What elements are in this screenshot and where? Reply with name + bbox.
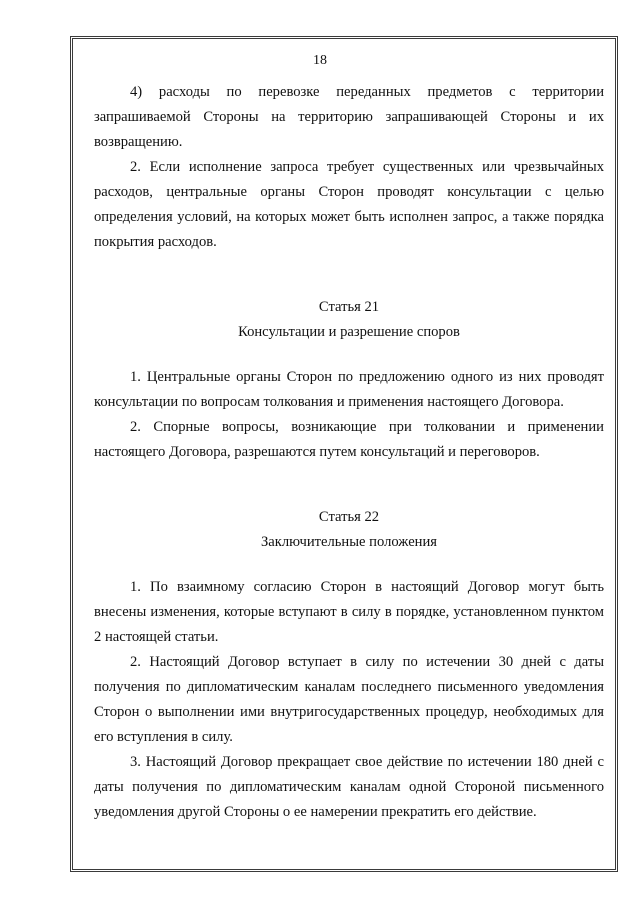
article-21-number: Статья 21 [318,299,380,315]
article-22-clause-1: 1. По взаимному согласию Сторон в настоящий Договор могут быть внесены изменения, которые вступают в силу в порядке, установленном пунктом 2 настоящей статьи. [94,579,604,645]
document-body [94,80,604,825]
article-22-title: Заключительные положения [260,534,438,550]
article-22-number: Статья 22 [318,509,380,525]
article-21-clause-2: 2. Спорные вопросы, возникающие при толковании и применении настоящего Договора, разрешаются путем консультаций и переговоров. [94,419,604,460]
article-21-clause-1: 1. Центральные органы Сторон по предложению одного из них проводят консультации по вопросам толкования и применения настоящего Договора. [94,369,604,410]
article-22-clause-2: 2. Настоящий Договор вступает в силу по истечении 30 дней с даты получения по дипломатическим каналам последнего письменного уведомления Сторон о выполнении ими внутригосударственных процедур, необходимых для его вступления в силу. [94,654,604,745]
paragraph-expenses-clause-2: 2. Если исполнение запроса требует существенных или чрезвычайных расходов, центральные органы Сторон проводят консультации с целью определения условий, на которых может быть исполнен запрос, а также порядка покрытия расходов. [94,159,604,250]
article-21-title: Консультации и разрешение споров [238,324,460,340]
paragraph-expenses-item-4: 4) расходы по перевозке переданных предметов с территории запрашиваемой Стороны на территорию запрашивающей Стороны и их возвращению. [94,84,604,150]
page-number: 18 [313,53,327,68]
article-22-clause-3: 3. Настоящий Договор прекращает свое действие по истечении 180 дней с даты получения по дипломатическим каналам одной Стороной письменного уведомления другой Стороны о ее намерении прекратить его действие. [94,754,604,820]
